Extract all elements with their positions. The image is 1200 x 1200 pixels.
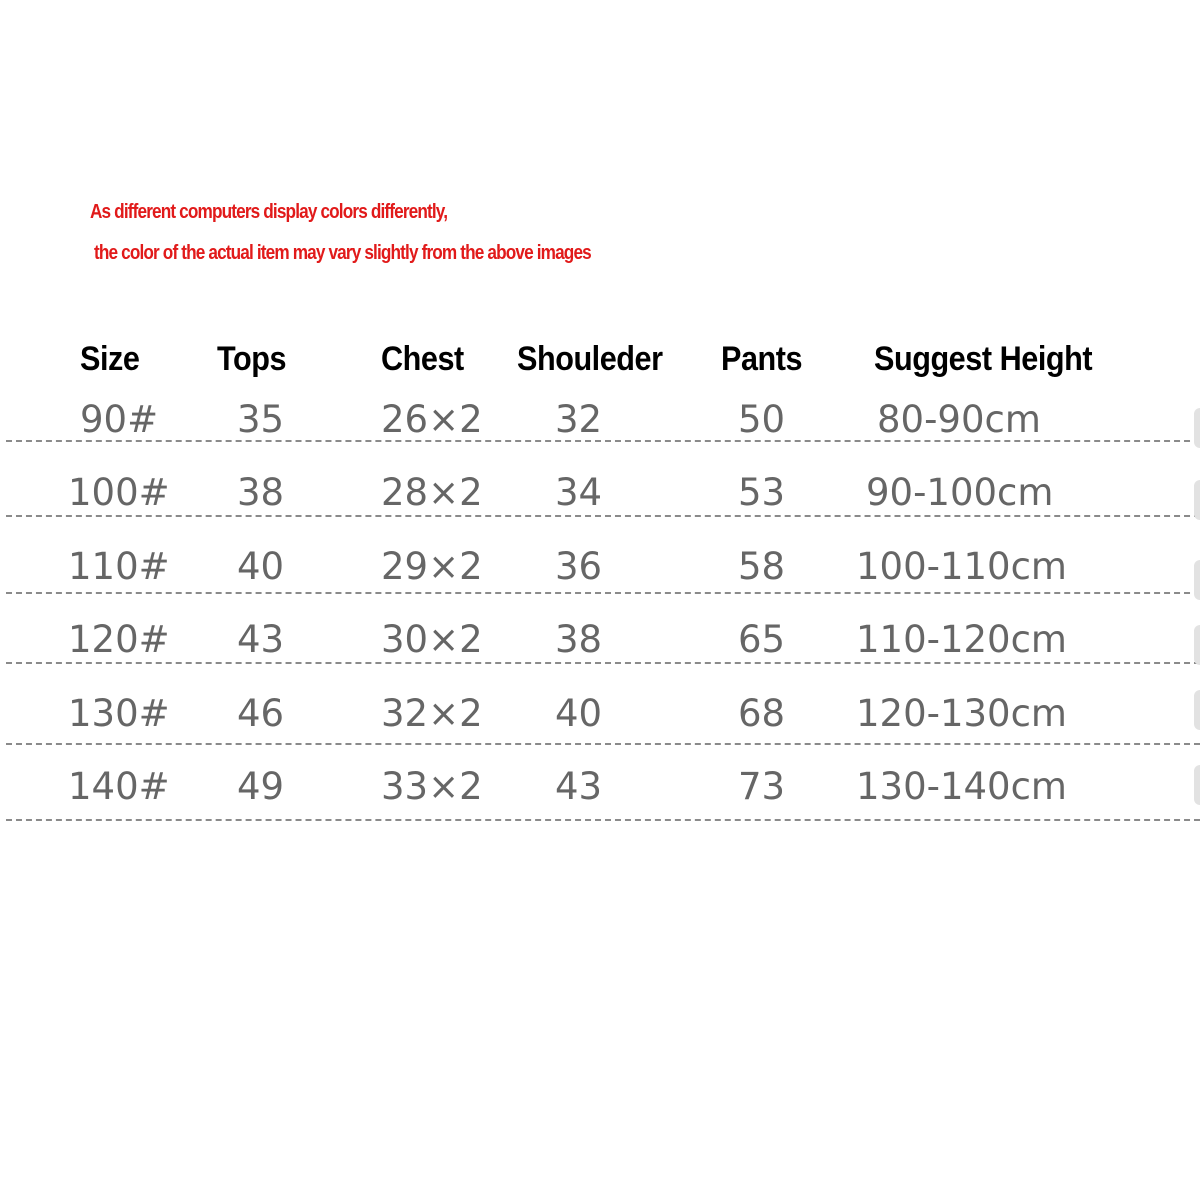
cell-size: 140# <box>68 765 170 808</box>
header-pants: Pants <box>721 340 803 378</box>
edge-shadow-mark <box>1194 625 1200 665</box>
cell-shoulder: 34 <box>555 471 603 514</box>
cell-suggest-height: 110-120cm <box>856 618 1067 661</box>
cell-tops: 43 <box>237 618 285 661</box>
cell-size: 120# <box>68 618 170 661</box>
cell-chest: 26×2 <box>381 398 483 441</box>
edge-shadow-mark <box>1194 560 1200 600</box>
header-chest: Chest <box>381 340 464 378</box>
row-divider <box>6 440 1200 442</box>
row-divider <box>6 515 1200 517</box>
table-row <box>0 692 1200 766</box>
edge-shadow-mark <box>1194 765 1200 805</box>
cell-suggest-height: 80-90cm <box>877 398 1041 441</box>
cell-pants: 53 <box>738 471 786 514</box>
cell-shoulder: 38 <box>555 618 603 661</box>
header-tops: Tops <box>217 340 287 378</box>
cell-tops: 38 <box>237 471 285 514</box>
row-divider <box>6 819 1200 821</box>
row-divider <box>6 743 1200 745</box>
cell-chest: 28×2 <box>381 471 483 514</box>
cell-pants: 50 <box>738 398 786 441</box>
edge-shadow-mark <box>1194 480 1200 520</box>
cell-suggest-height: 130-140cm <box>856 765 1067 808</box>
row-divider <box>6 662 1200 664</box>
row-divider <box>6 592 1200 594</box>
cell-tops: 40 <box>237 545 285 588</box>
color-disclaimer-line-2: the color of the actual item may vary slightly from the above images <box>94 242 591 264</box>
cell-pants: 58 <box>738 545 786 588</box>
color-disclaimer-line-1: As different computers display colors differently, <box>90 201 448 223</box>
cell-pants: 68 <box>738 692 786 735</box>
header-shoulder: Shouleder <box>517 340 663 378</box>
table-row <box>0 618 1200 692</box>
cell-suggest-height: 120-130cm <box>856 692 1067 735</box>
cell-tops: 49 <box>237 765 285 808</box>
cell-tops: 35 <box>237 398 285 441</box>
cell-size: 90# <box>80 398 159 441</box>
edge-shadow-mark <box>1194 408 1200 448</box>
table-row <box>0 765 1200 839</box>
cell-size: 110# <box>68 545 170 588</box>
cell-chest: 29×2 <box>381 545 483 588</box>
cell-chest: 32×2 <box>381 692 483 735</box>
cell-shoulder: 43 <box>555 765 603 808</box>
cell-suggest-height: 100-110cm <box>856 545 1067 588</box>
cell-shoulder: 36 <box>555 545 603 588</box>
cell-shoulder: 40 <box>555 692 603 735</box>
edge-shadow-mark <box>1194 690 1200 730</box>
cell-suggest-height: 90-100cm <box>866 471 1054 514</box>
cell-chest: 30×2 <box>381 618 483 661</box>
table-row <box>0 471 1200 545</box>
table-row <box>0 398 1200 472</box>
header-suggest-height: Suggest Height <box>874 340 1093 378</box>
cell-pants: 65 <box>738 618 786 661</box>
cell-shoulder: 32 <box>555 398 603 441</box>
cell-tops: 46 <box>237 692 285 735</box>
header-size: Size <box>80 340 140 378</box>
cell-chest: 33×2 <box>381 765 483 808</box>
table-row <box>0 545 1200 619</box>
cell-pants: 73 <box>738 765 786 808</box>
cell-size: 100# <box>68 471 170 514</box>
cell-size: 130# <box>68 692 170 735</box>
